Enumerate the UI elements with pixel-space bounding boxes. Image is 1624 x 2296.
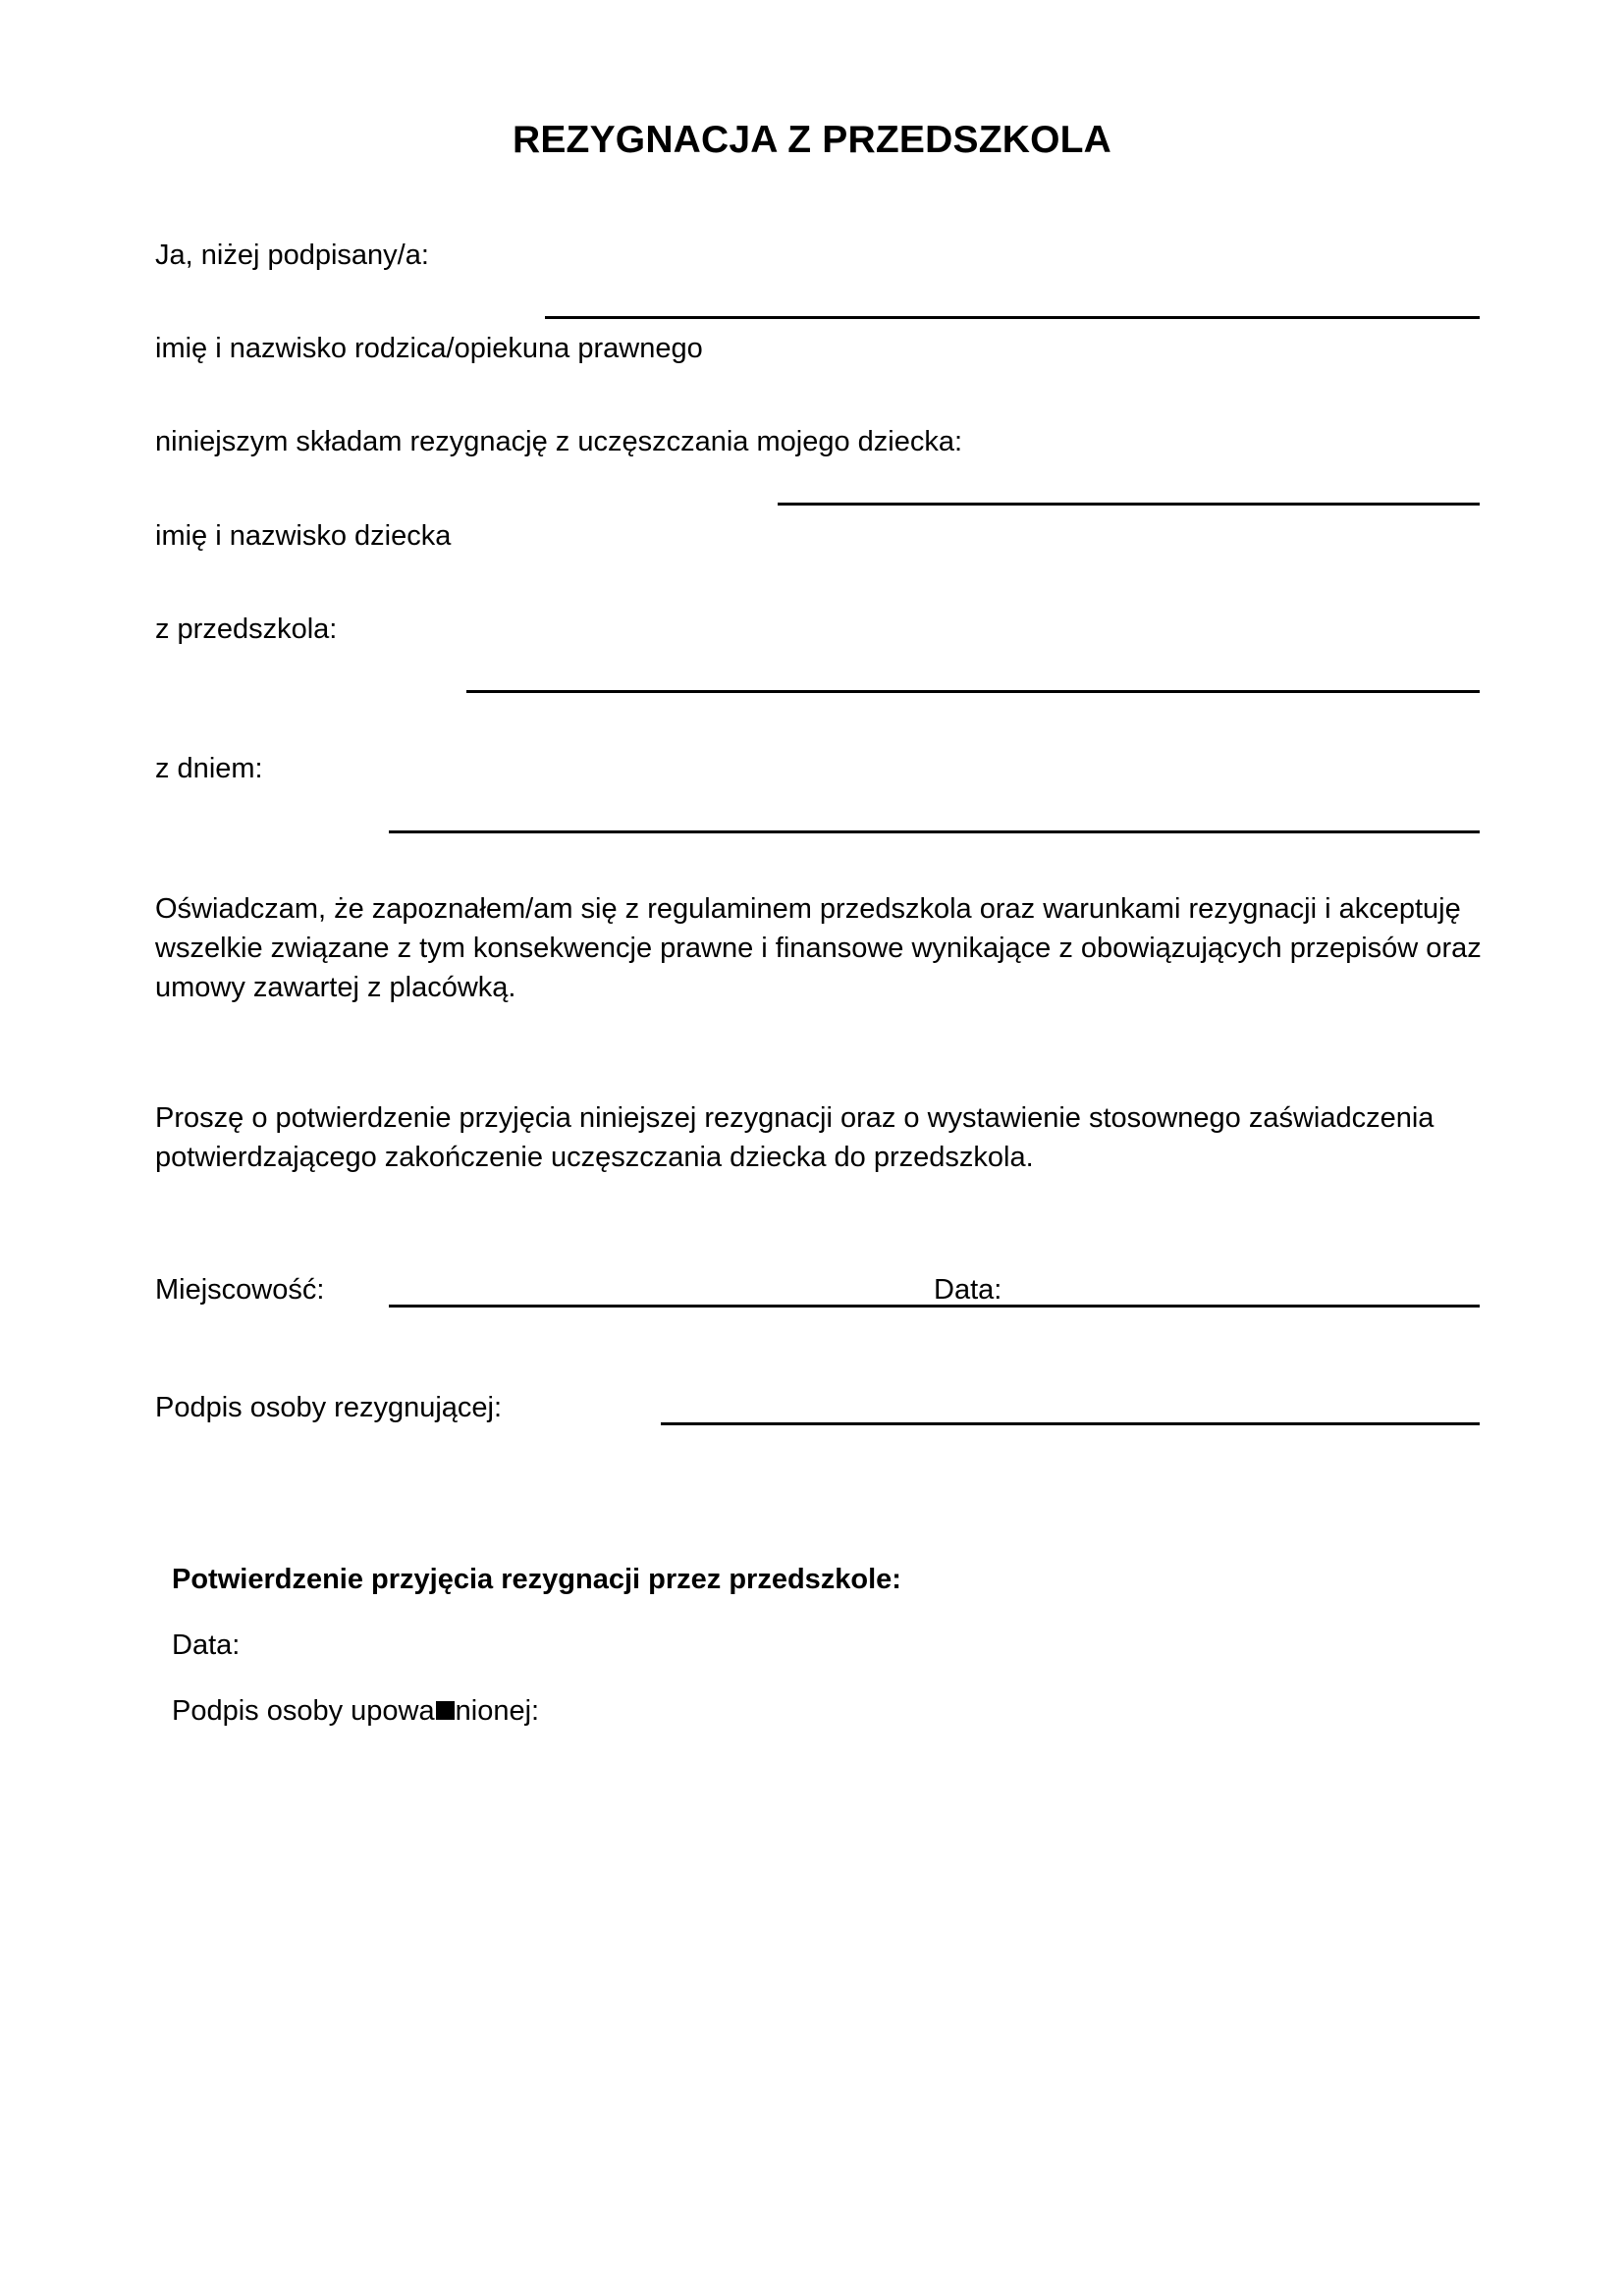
intro-label: Ja, niżej podpisany/a: <box>155 240 429 271</box>
child-name-line[interactable] <box>778 503 1480 506</box>
confirmation-date-label: Data: <box>172 1629 241 1661</box>
kindergarten-label: z przedszkola: <box>155 614 338 645</box>
date-from-label: z dniem: <box>155 753 263 784</box>
parent-name-line[interactable] <box>545 316 1480 319</box>
parent-name-caption: imię i nazwisko rodzica/opiekuna prawnego <box>155 333 703 364</box>
resignation-statement: niniejszym składam rezygnację z uczęszczania mojego dziecka: <box>155 426 963 457</box>
date-from-line[interactable] <box>389 830 1480 833</box>
missing-glyph-icon <box>436 1701 455 1720</box>
signature-label: Podpis osoby rezygnującej: <box>155 1392 503 1423</box>
confirmation-heading: Potwierdzenie przyjęcia rezygnacji przez przedszkole: <box>172 1564 901 1595</box>
signature-label-part1: Podpis osoby upowa <box>172 1695 435 1727</box>
kindergarten-line[interactable] <box>466 690 1480 693</box>
declaration-paragraph: Oświadczam, że zapoznałem/am się z regulaminem przedszkola oraz warunkami rezygnacji i akceptuję wszelkie związane z tym konsekwencje prawne i finansowe wynikające z obowiązujących przepisów oraz umowy zawartej z placówką. <box>155 893 1482 1003</box>
request-paragraph: Proszę o potwierdzenie przyjęcia niniejszej rezygnacji oraz o wystawienie stosownego zaświadczenia potwierdzającego zakończenie uczęszczania dziecka do przedszkola. <box>155 1102 1435 1173</box>
confirmation-signature-label <box>172 1692 539 1730</box>
place-label: Miejscowość: <box>155 1274 325 1306</box>
signature-line[interactable] <box>661 1422 1480 1425</box>
child-name-caption: imię i nazwisko dziecka <box>155 520 452 552</box>
signature-label-part2: nionej: <box>455 1695 540 1727</box>
document-title: REZYGNACJA Z PRZEDSZKOLA <box>512 119 1112 161</box>
date-label: Data: <box>934 1274 1002 1306</box>
